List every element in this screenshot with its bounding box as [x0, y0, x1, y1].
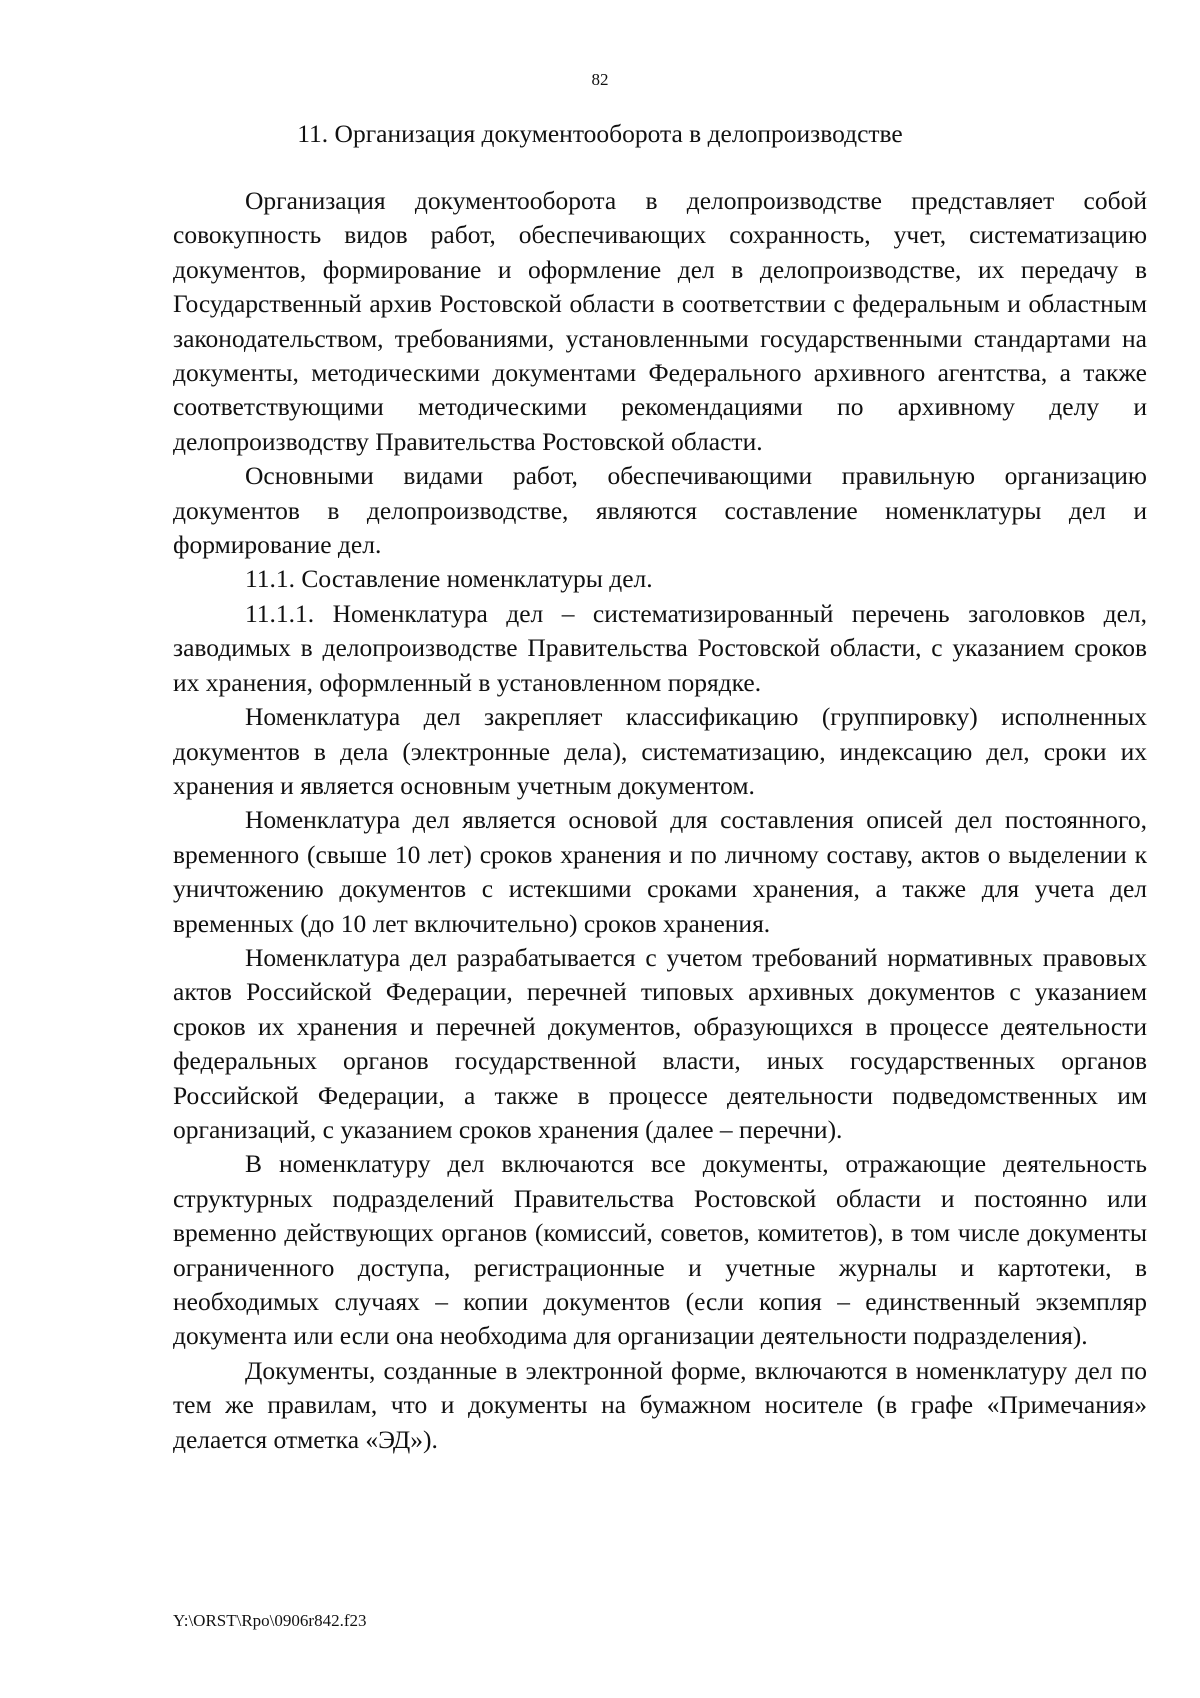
paragraph: 11.1.1. Номенклатура дел – систематизированный перечень заголовков дел, заводимых в делопроизводстве Правительства Ростовской области, с указанием сроков их хранения, оформленный в установленном порядке.	[173, 598, 1147, 697]
paragraph: В номенклатуру дел включаются все документы, отражающие деятельность структурных подразделений Правительства Ростовской области и постоянно или временно действующих органов (комиссий, советов, комитетов), в том числе документы ограниченного доступа, регистрационные и учетные журналы и картотеки, в необходимых случаях – копии документов (если копия – единственный экземпляр документа или если она необходима для организации деятельности подразделения).	[173, 1149, 1147, 1351]
paragraph: Номенклатура дел является основой для составления описей дел постоянного, временного (свыше 10 лет) сроков хранения и по личному составу, актов о выделении к уничтожению документов с истекшими сроками хранения, а также для учета дел временных (до 10 лет включительно) сроков хранения.	[173, 805, 1147, 938]
page-number: 82	[591, 70, 609, 89]
paragraph: Номенклатура дел закрепляет классификацию (группировку) исполненных документов в дела (электронные дела), систематизацию, индексацию дел, сроки их хранения и является основным учетным документом.	[173, 702, 1147, 800]
paragraph: Документы, созданные в электронной форме, включаются в номенклатуру дел по тем же правилам, что и документы на бумажном носителе (в графе «Примечания» делается отметка «ЭД»).	[173, 1355, 1147, 1454]
section-heading: 11. Организация документооборота в делопроизводстве	[297, 119, 903, 148]
document-body	[173, 184, 1147, 1457]
paragraph: Основными видами работ, обеспечивающими правильную организацию документов в делопроизводстве, являются составление номенклатуры дел и формирование дел.	[173, 461, 1147, 560]
paragraph: Номенклатура дел разрабатывается с учетом требований нормативных правовых актов Российской Федерации, перечней типовых архивных документов с указанием сроков их хранения и перечней документов, образующихся в процессе деятельности федеральных органов государственной власти, иных государственных органов Российской Федерации, а также в процессе деятельности подведомственных им организаций, с указанием сроков хранения (далее – перечни).	[173, 942, 1147, 1144]
subsection-heading: 11.1. Составление номенклатуры дел.	[245, 564, 653, 594]
paragraph: Организация документооборота в делопроизводстве представляет собой совокупность видов работ, обеспечивающих сохранность, учет, систематизацию документов, формирование и оформление дел в делопроизводстве, их передачу в Государственный архив Ростовской области в соответствии с федеральным и областным законодательством, требованиями, установленными государственными стандартами на документы, методическими документами Федерального архивного агентства, а также соответствующими методическими рекомендациями по архивному делу и делопроизводству Правительства Ростовской области.	[173, 186, 1147, 456]
file-path-footer: Y:\ORST\Rpo\0906r842.f23	[173, 1611, 367, 1630]
